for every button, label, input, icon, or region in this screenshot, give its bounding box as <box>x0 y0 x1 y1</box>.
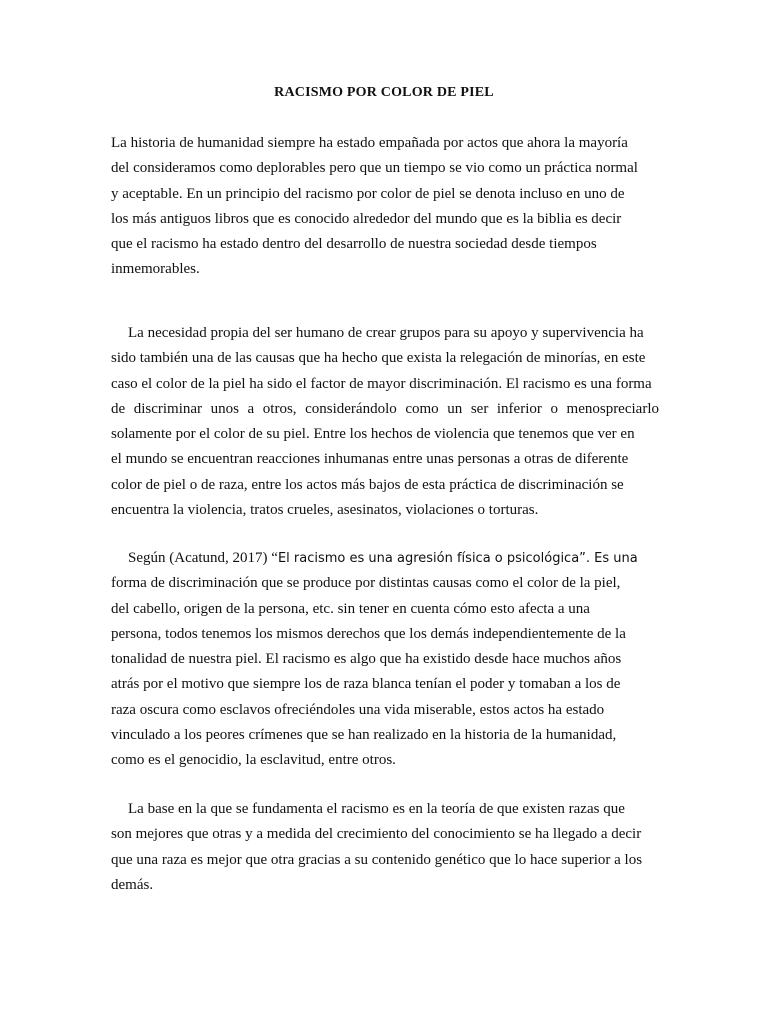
citation-after: Es una <box>594 551 638 566</box>
document-title: RACISMO POR COLOR DE PIEL <box>274 85 494 100</box>
citation-quote: El racismo es una agresión física o psicológica <box>277 551 580 566</box>
paragraph-line: persona, todos tenemos los mismos derechos que los demás independientemente de la <box>111 625 626 642</box>
paragraph-line: que una raza es mejor que otra gracias a su contenido genético que lo hace superior a los <box>111 851 643 868</box>
paragraph-line: caso el color de la piel ha sido el factor de mayor discriminación. El racismo es una forma <box>111 375 652 392</box>
paragraph-line: son mejores que otras y a medida del crecimiento del conocimiento se ha llegado a decir <box>111 826 642 843</box>
paragraph-line: sido también una de las causas que ha hecho que exista la relegación de minorías, en este <box>111 350 646 367</box>
paragraph-line: los más antiguos libros que es conocido alrededor del mundo que es la biblia es decir <box>111 210 622 227</box>
paragraph-line: La necesidad propia del ser humano de crear grupos para su apoyo y supervivencia ha <box>128 325 644 341</box>
paragraph-first-line <box>111 546 659 571</box>
paragraph-line: atrás por el motivo que siempre los de raza blanca tenían el poder y tomaban a los de <box>111 676 621 693</box>
paragraph-line: como es el genocidio, la esclavitud, entre otros. <box>111 752 396 769</box>
paragraph-line: solamente por el color de su piel. Entre los hechos de violencia que tenemos que ver en <box>111 426 635 443</box>
paragraph-line: encuentra la violencia, tratos crueles, asesinatos, violaciones o torturas. <box>111 502 539 519</box>
paragraph-line: tonalidad de nuestra piel. El racismo es algo que ha existido desde hace muchos años <box>111 651 622 668</box>
paragraph-line: color de piel o de raza, entre los actos más bajos de esta práctica de discriminación se <box>111 476 624 493</box>
paragraph-line: La base en la que se fundamenta el racismo es en la teoría de que existen razas que <box>128 801 625 817</box>
paragraph-line: del cabello, origen de la persona, etc. sin tener en cuenta cómo esto afecta a una <box>111 600 590 617</box>
paragraph-line: demás. <box>111 876 154 893</box>
paragraph-2 <box>111 321 659 523</box>
paragraph-line: forma de discriminación que se produce por distintas causas como el color de la piel, <box>111 575 621 592</box>
paragraph-line: raza oscura como esclavos ofreciéndoles una vida miserable, estos actos ha estado <box>111 701 605 718</box>
paragraph-line: inmemorables. <box>111 261 200 278</box>
paragraph-line: vinculado a los peores crímenes que se han realizado en la historia de la humanidad, <box>111 727 617 744</box>
paragraph-line: el mundo se encuentran reacciones inhumanas entre unas personas a otras de diferente <box>111 451 629 468</box>
paragraph-1 <box>111 131 659 283</box>
citation-lead: Según (Acatund, 2017) “ <box>128 550 278 566</box>
paragraph-line: del consideramos como deplorables pero que un tiempo se vio como un práctica normal <box>111 160 638 177</box>
paragraph-line: que el racismo ha estado dentro del desarrollo de nuestra sociedad desde tiempos <box>111 236 597 253</box>
paragraph-4 <box>111 797 659 898</box>
paragraph-line: y aceptable. En un principio del racismo por color de piel se denota incluso en uno de <box>111 185 625 202</box>
paragraph-line: La historia de humanidad siempre ha estado empañada por actos que ahora la mayoría <box>111 135 628 151</box>
paragraph-line: de discriminar unos a otros, considerándolo como un ser inferior o menospreciarlo <box>111 400 659 417</box>
paragraph-3 <box>111 546 659 774</box>
citation-quote-close: ”. <box>579 551 595 566</box>
